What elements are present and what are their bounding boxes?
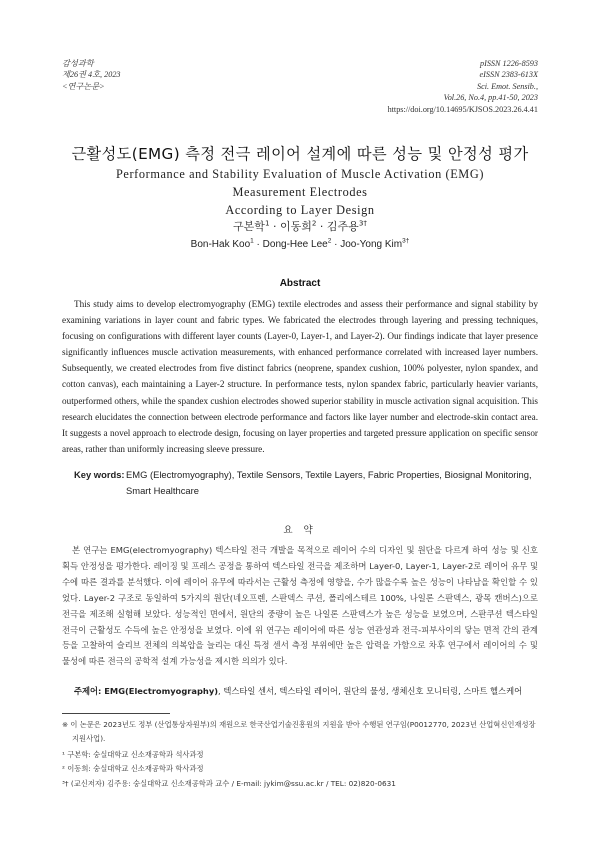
journal-name-en: Sci. Emot. Sensib.,: [477, 81, 538, 91]
author-separator: ·: [253, 239, 263, 250]
author-separator: ·: [316, 220, 327, 233]
korean-keywords-label: 주제어:: [74, 686, 105, 696]
title-english: [90, 165, 510, 219]
abstract-body: This study aims to develop electromyography (EMG) textile electrodes and assess their performance and signal stability by examining variations in layer count and fabric types. We fabricated the electrodes through layering and pressing techniques, focusing on configurations with different layer counts (Layer-0, Layer-1, and Layer-2). Our findings indicate that layer presence significantly influences muscle activation measurements, with enhanced performance correlated with increased layer numbers. Subsequently, we created electrodes from five distinct fabrics (neoprene, spandex cushion, 100% polyester, nylon spandex, and cotton canvas), each maintaining a Layer-2 structure. In performance tests, nylon spandex fabric, particularly heavier variants, outperformed others, while the spandex cushion electrodes showed superior stability in muscle activation signal acquisition. This research elucidates the connection between electrode performance and factors like layer number and electrode-skin contact area. It suggests a novel approach to electrode design, focusing on layer properties and targeted pressure application on specific sensor areas, rather than uniformly increasing sleeve pressure.: [62, 299, 538, 454]
author-1-ko-affil: 1: [264, 218, 270, 228]
authors-english: [0, 239, 600, 250]
pissn: pISSN 1226-8593: [480, 59, 538, 68]
author-2-en-affil: 2: [327, 237, 332, 245]
footnote-author-1: ¹ 구본학: 숭실대학교 신소재공학과 석사과정: [62, 750, 204, 759]
title-english-line-2: According to Layer Design: [225, 203, 375, 217]
footnote-divider: [62, 713, 170, 714]
journal-name-ko: 감성과학: [62, 59, 94, 68]
author-3-en-affil: 3†: [402, 237, 410, 245]
keywords-text: EMG (Electromyography), Textile Sensors, Textile Layers, Fabric Properties, Biosignal Monitoring, Smart Healthcare: [126, 469, 532, 497]
keywords-label: Key words:: [74, 469, 125, 480]
footnote-funding-text: ※ 이 논문은 2023년도 정부 (산업통상자원부)의 재원으로 한국산업기술진흥원의 지원을 받아 수행된 연구임(P0012770, 2023년 산업혁신인재성장지원사업).: [62, 720, 536, 743]
author-1-en-affil: 1: [250, 237, 254, 245]
title-english-line-1: Performance and Stability Evaluation of Muscle Activation (EMG) Measurement Electrodes: [115, 167, 485, 199]
journal-header-right: [388, 58, 538, 115]
author-separator: ·: [331, 239, 341, 250]
author-2-ko: 이동희: [279, 220, 312, 233]
korean-abstract-body: 본 연구는 EMG(electromyography) 텍스타일 전극 개발을 목적으로 레이어 수의 디자인 및 원단을 다르게 하여 성능 및 신호 획득 안정성을 평가한다. 레이징 및 프레스 공정을 통하여 텍스타일 전극을 제조하며 Layer-0, Layer-1, Layer-2로 레이어 유무 및 수에 따른 결과를 분석했다. 이에 레이어 유무에 따라서는 근활성 측정에 영향을, 수가 많을수록 높은 성능이 나타남을 확인할 수 있었다. Layer-2 구조로 동일하여 5가지의 원단(네오프렌, 스판덱스 쿠션, 폴리에스테르 100%, 나일론 스판덱스, 광목 캔버스)으로 전극을 제조해 실험해 보았다. 성능적인 면에서, 원단의 중량이 높은 나일론 스판덱스가 높은 성능을 보였으며, 스판쿠션 텍스타일 전극이 근활성도 수득에 높은 안정성을 보였다. 이에 위 연구는 레이어에 따른 성능 연관성과 전극-피부사이의 닿는 면적 간의 관계 등을 고찰하여 슬리브 전체의 의복압을 늘리는 대신 특정 센서 측정 부위에만 높은 압력을 가함으로 차후 연구에서 레이어의 수 및 물성에 따른 전극의 공학적 설계 가능성을 제시한 의의가 있다.: [62, 545, 538, 667]
korean-keywords-rest: , 텍스타일 센서, 텍스타일 레이어, 원단의 물성, 생체신호 모니터링, 스마트 헬스케어: [218, 686, 523, 696]
author-3-en: Joo-Yong Kim: [340, 239, 403, 250]
author-separator: ·: [269, 220, 280, 233]
eissn: eISSN 2383-613X: [479, 70, 538, 80]
korean-keywords-first: EMG(Electromyography): [104, 686, 219, 696]
footnote-funding: [62, 718, 538, 746]
doi-link[interactable]: https://doi.org/10.14695/KJSOS.2023.26.4.41: [387, 104, 538, 114]
abstract-heading: Abstract: [279, 278, 321, 289]
title-korean: 근활성도(EMG) 측정 전극 레이어 설계에 따른 성능 및 안정성 평가: [71, 145, 529, 163]
author-2-en: Dong-Hee Lee: [262, 239, 328, 250]
keywords-block: [74, 467, 538, 499]
author-1-ko: 구본학: [233, 220, 265, 233]
korean-keywords: [74, 684, 544, 698]
journal-volume-ko: 제26권 4호, 2023: [62, 70, 121, 80]
author-1-en: Bon-Hak Koo: [190, 239, 251, 250]
journal-header-left: [62, 58, 121, 92]
author-3-ko-affil: 3†: [358, 218, 367, 228]
authors-korean: [0, 218, 600, 234]
volume-en: Vol.26, No.4, pp.41-50, 2023: [443, 93, 538, 103]
author-3-ko: 김주용: [326, 220, 359, 233]
footnote-corresponding-author: ³† (교신저자) 김주용: 숭실대학교 신소재공학과 교수 / E-mail: jykim@ssu.ac.kr / TEL: 02)820-0631: [62, 779, 396, 788]
footnote-author-2: ² 이동희: 숭실대학교 신소재공학과 학사과정: [62, 764, 204, 773]
korean-abstract-heading: 요 약: [283, 525, 317, 536]
article-type-ko: <연구논문>: [62, 81, 105, 91]
author-2-ko-affil: 2: [311, 218, 317, 228]
